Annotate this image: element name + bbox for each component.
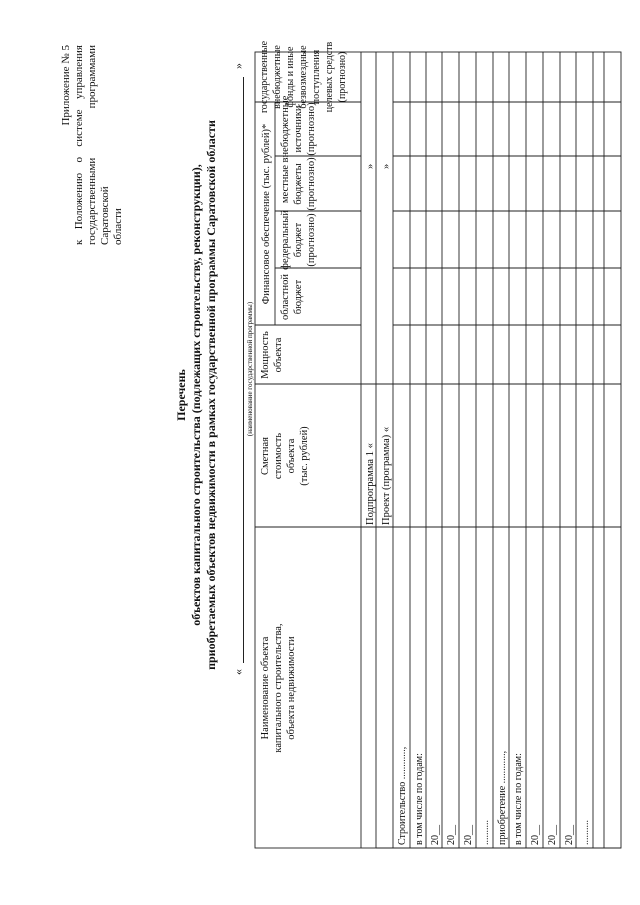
- header-offbudget-3: (прогнозно): [306, 102, 317, 156]
- header-name-2: капитального строительства,: [273, 623, 284, 753]
- program-open-quote: «: [231, 669, 245, 675]
- header-cost-3: объекта: [286, 438, 297, 474]
- row-label: 20__: [547, 825, 558, 845]
- header-offbudget-2: источники: [293, 105, 304, 153]
- subprogram-label: Подпрограмма 1 «: [365, 443, 376, 525]
- appendix-number: Приложение № 5: [60, 45, 72, 126]
- header-cost-2: стоимость: [273, 432, 284, 480]
- header-state-funds-6: целевых средств: [324, 41, 335, 113]
- row-label: 20__: [530, 825, 541, 845]
- program-name-caption: (наименование государственной программы): [246, 301, 254, 437]
- row-label: в том числе по годам:: [513, 753, 524, 845]
- subprogram-close: »: [365, 163, 376, 169]
- row-label: 20__: [446, 825, 457, 845]
- row-label: в том числе по годам:: [414, 753, 425, 845]
- header-financing: Финансовое обеспечение (тыс. рублей)*: [261, 123, 272, 305]
- header-state-funds-7: (прогнозно): [337, 51, 348, 103]
- row-label: 20__: [564, 825, 575, 845]
- header-state-funds-3: фонды и иные: [285, 46, 296, 108]
- title-line-1: Перечень: [174, 369, 188, 421]
- header-local-2: бюджеты: [293, 163, 304, 205]
- header-year-cell: [255, 2, 361, 50]
- title-line-2: объектов капитального строительства (подлежащих строительству, реконструкции),: [189, 164, 203, 626]
- header-cost-1: Сметная: [260, 436, 271, 476]
- row-label: приобретение ............,: [497, 750, 508, 845]
- header-year-svg: [255, 2, 361, 50]
- row-label: ..........: [580, 820, 591, 845]
- row-label: Строительство ............,: [397, 746, 408, 845]
- header-offbudget-1: внебюджетные: [280, 95, 291, 163]
- row-label: 20__: [463, 825, 474, 845]
- header-federal-2: бюджет: [293, 222, 304, 258]
- title-line-3: приобретаемых объектов недвижимости в рамках государственной программы Саратовской области: [204, 120, 218, 670]
- header-state-funds-2: внебюджетные: [272, 45, 283, 109]
- header-capacity-1: Мощность: [260, 331, 271, 379]
- program-close-quote: »: [231, 63, 245, 69]
- appendix-line-2: государственными программами Саратовской: [86, 45, 111, 245]
- header-regional-1: областной: [280, 274, 291, 320]
- header-federal-1: федеральный: [280, 210, 291, 270]
- header-name-1: Наименование объекта: [260, 636, 271, 740]
- header-regional-2: бюджет: [293, 279, 304, 315]
- header-local-1: местные: [280, 164, 291, 204]
- header-cost-4: (тыс. рублей): [299, 426, 310, 486]
- header-state-funds-1: государственные: [259, 40, 270, 114]
- row-label: 20__: [430, 825, 441, 845]
- header-federal-3: (прогнозно): [306, 213, 317, 267]
- project-close: »: [381, 163, 392, 169]
- header-state-funds-4: безвозмездные: [298, 45, 309, 109]
- appendix-line-3: области: [112, 208, 124, 245]
- header-local-3: (прогнозно): [306, 157, 317, 211]
- header-name-3: объекта недвижимости: [286, 636, 297, 740]
- project-label: Проект (программа) «: [381, 426, 392, 525]
- header-capacity-2: объекта: [273, 337, 284, 373]
- appendix-line-1: к Положению о системе управления: [73, 45, 85, 245]
- row-label: ..........: [480, 820, 491, 845]
- header-state-funds-5: поступления: [311, 49, 322, 105]
